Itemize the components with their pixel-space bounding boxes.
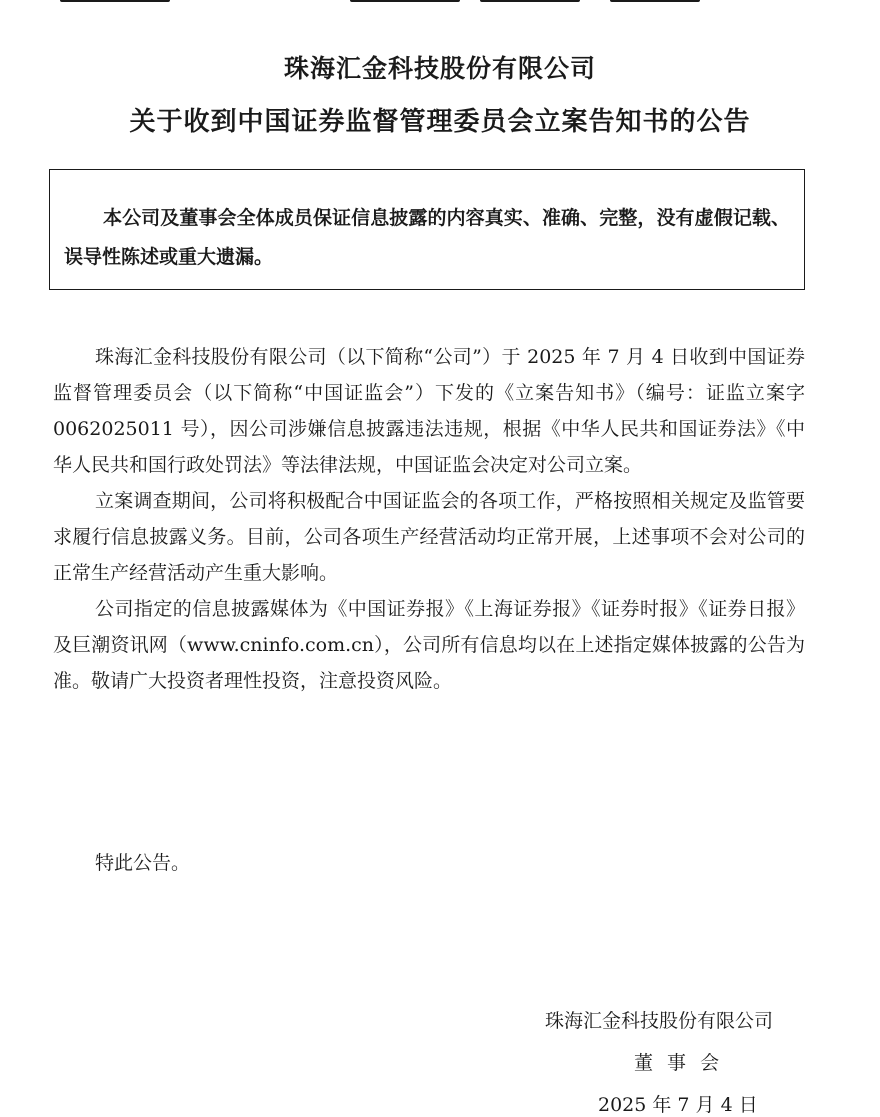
paragraph-cooperation: 立案调查期间，公司将积极配合中国证监会的各项工作，严格按照相关规定及监管要求履行信息披露义务。目前，公司各项生产经营活动均正常开展，上述事项不会对公司的正常生产经营活动产生重大影响。 bbox=[53, 490, 805, 584]
company-title: 珠海汇金科技股份有限公司 bbox=[283, 54, 596, 83]
signature-date: 2025 年 7 月 4 日 bbox=[598, 1094, 758, 1116]
signature-board: 董 事 会 bbox=[634, 1052, 724, 1074]
board-statement-box: 本公司及董事会全体成员保证信息披露的内容真实、准确、完整，没有虚假记载、误导性陈述或重大遗漏。 bbox=[49, 169, 805, 290]
paragraph-case-filing: 珠海汇金科技股份有限公司（以下简称“公司”）于 2025 年 7 月 4 日收到中国证券监督管理委员会（以下简称“中国证监会”）下发的《立案告知书》（编号：证监立案字 0062025011 号），因公司涉嫌信息披露违法违规，根据《中华人民共和国证券法》《中华人民共和国行政处罚法》等法律法规，中国证监会决定对公司立案。 bbox=[53, 346, 805, 476]
paragraph-disclosure-media: 公司指定的信息披露媒体为《中国证券报》《上海证券报》《证券时报》《证券日报》及巨潮资讯网（www.cninfo.com.cn），公司所有信息均以在上述指定媒体披露的公告为准。敬请广大投资者理性投资，注意投资风险。 bbox=[53, 598, 805, 692]
signature-company: 珠海汇金科技股份有限公司 bbox=[545, 1010, 774, 1032]
clipped-previous-page-line bbox=[0, 0, 880, 2]
notice-title: 关于收到中国证券监督管理委员会立案告知书的公告 bbox=[129, 107, 751, 137]
closing-remark: 特此公告。 bbox=[95, 852, 191, 874]
announcement-body bbox=[53, 339, 805, 699]
